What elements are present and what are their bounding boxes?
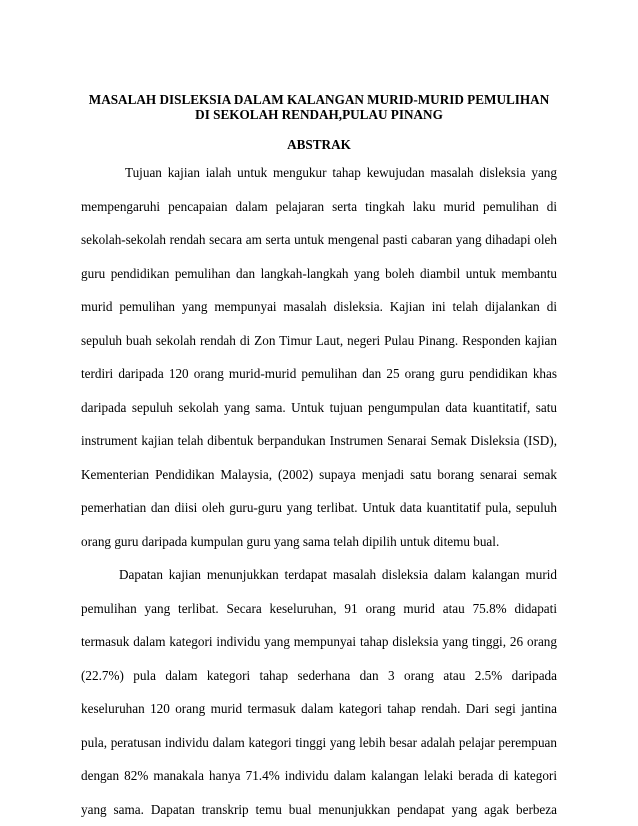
paragraph-line: Kementerian Pendidikan Malaysia, (2002) supaya menjadi satu borang senarai semak — [81, 467, 557, 482]
paragraph-line: termasuk dalam kategori individu yang mempunyai tahap disleksia yang tinggi, 26 orang — [81, 634, 557, 649]
paragraph-line: keseluruhan 120 orang murid termasuk dalam kategori tahap rendah. Dari segi jantina — [81, 701, 557, 716]
paragraph-line: yang sama. Dapatan transkrip temu bual menunjukkan pendapat yang agak berbeza — [81, 802, 557, 817]
paragraph-line: mempengaruhi pencapaian dalam pelajaran serta tingkah laku murid pemulihan di — [81, 199, 557, 214]
paragraph-line: pemulihan yang terlibat. Secara keseluruhan, 91 orang murid atau 75.8% didapati — [81, 601, 557, 616]
paragraph-line: daripada sepuluh sekolah yang sama. Untuk tujuan pengumpulan data kuantitatif, satu — [81, 400, 557, 415]
paragraph-line: sekolah-sekolah rendah secara am serta untuk mengenal pasti cabaran yang dihadapi oleh — [81, 232, 557, 247]
paragraph-line: pula, peratusan individu dalam kategori tinggi yang lebih besar adalah pelajar perempuan — [81, 735, 557, 750]
paragraph-line: (22.7%) pula dalam kategori tahap sederhana dan 3 orang atau 2.5% daripada — [81, 668, 557, 683]
paragraph-line: pemerhatian dan diisi oleh guru-guru yang terlibat. Untuk data kuantitatif pula, sepuluh — [81, 500, 557, 515]
paragraph-line: guru pendidikan pemulihan dan langkah-langkah yang boleh diambil untuk membantu — [81, 266, 557, 281]
document-title-line-1: MASALAH DISLEKSIA DALAM KALANGAN MURID-MURID PEMULIHAN — [88, 92, 550, 107]
paragraph-line: murid pemulihan yang mempunyai masalah disleksia. Kajian ini telah dijalankan di — [81, 299, 557, 314]
paragraph-line: terdiri daripada 120 orang murid-murid pemulihan dan 25 orang guru pendidikan khas — [81, 366, 557, 381]
document-title-line-2: DI SEKOLAH RENDAH,PULAU PINANG — [195, 107, 443, 122]
paragraph-line: Dapatan kajian menunjukkan terdapat masalah disleksia dalam kalangan murid — [119, 567, 557, 582]
section-heading: ABSTRAK — [287, 137, 351, 152]
paragraph-line: sepuluh buah sekolah rendah di Zon Timur Laut, negeri Pulau Pinang. Responden kajian — [81, 333, 557, 348]
paragraph-line: instrument kajian telah dibentuk berpandukan Instrumen Senarai Semak Disleksia (ISD), — [81, 433, 557, 448]
paragraph-line: dengan 82% manakala hanya 71.4% individu dalam kalangan lelaki berada di kategori — [81, 768, 557, 783]
paragraph-line: orang guru daripada kumpulan guru yang sama telah dipilih untuk ditemu bual. — [81, 534, 500, 549]
paragraph-line: Tujuan kajian ialah untuk mengukur tahap kewujudan masalah disleksia yang — [125, 165, 557, 180]
